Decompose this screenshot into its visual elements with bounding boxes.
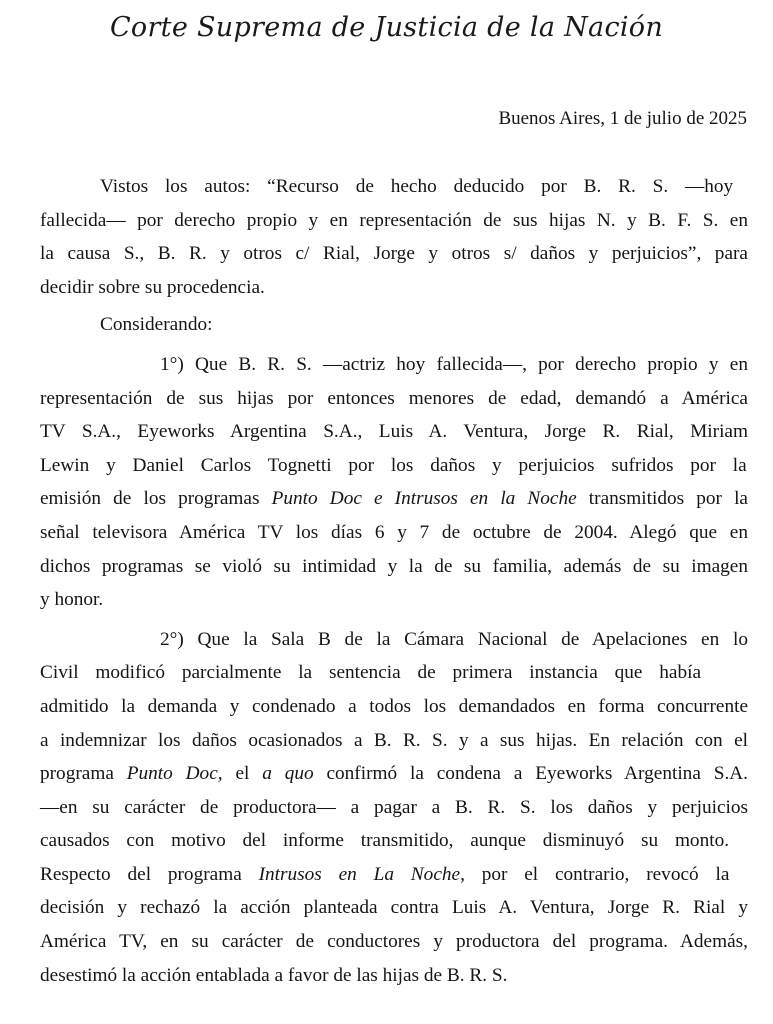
text-line: Lewin y Daniel Carlos Tognetti por los daños y perjuicios sufridos por la	[40, 454, 747, 476]
text-line: y honor.	[40, 589, 104, 611]
text-line: señal televisora América TV los días 6 y 7 de octubre de 2004. Alegó que en	[40, 521, 748, 543]
text-line: 1°) Que B. R. S. —actriz hoy fallecida—, por derecho propio y en	[160, 353, 748, 375]
text-line: a indemnizar los daños ocasionados a B. R. S. y a sus hijas. En relación con el	[40, 729, 748, 751]
text-line: América TV, en su carácter de conductores y productora del programa. Además,	[40, 931, 748, 953]
text-line: admitido la demanda y condenado a todos los demandados en forma concurrente	[40, 695, 748, 717]
letterhead-title: Corte Suprema de Justicia de la Nación	[109, 12, 664, 43]
text-line: representación de sus hijas por entonces menores de edad, demandó a América	[40, 387, 748, 409]
text-line: Vistos los autos: “Recurso de hecho deducido por B. R. S. —hoy	[100, 176, 734, 197]
text-line: Respecto del programa Intrusos en La Noche, por el contrario, revocó la	[40, 863, 730, 885]
text-line: Civil modificó parcialmente la sentencia de primera instancia que había	[40, 662, 702, 684]
text-line: la causa S., B. R. y otros c/ Rial, Jorge y otros s/ daños y perjuicios”, para	[40, 243, 748, 265]
text-line: —en su carácter de productora— a pagar a B. R. S. los daños y perjuicios	[40, 796, 748, 818]
program-title-italic: Intrusos en La Noche,	[258, 863, 465, 885]
text-line: causados con motivo del informe transmitido, aunque disminuyó su monto.	[40, 830, 730, 852]
text-line: fallecida— por derecho propio y en representación de sus hijas N. y B. F. S. en	[40, 209, 748, 231]
text-line: dichos programas se violó su intimidad y la de su familia, además de su imagen	[40, 555, 748, 577]
text-line: emisión de los programas Punto Doc e Intrusos en la Noche transmitidos por la	[40, 488, 748, 510]
date-line: Buenos Aires, 1 de julio de 2025	[498, 108, 747, 129]
paragraph-2	[40, 623, 748, 993]
considerando-heading: Considerando:	[100, 314, 213, 336]
text-line: programa Punto Doc, el a quo confirmó la condena a Eyeworks Argentina S.A.	[40, 763, 749, 785]
program-title-italic: Punto Doc,	[126, 763, 223, 785]
text-line: decisión y rechazó la acción planteada contra Luis A. Ventura, Jorge R. Rial y	[40, 897, 748, 919]
vistos-paragraph	[40, 170, 748, 304]
text-line: decidir sobre su procedencia.	[40, 276, 265, 298]
text-line: 2°) Que la Sala B de la Cámara Nacional de Apelaciones en lo	[160, 628, 748, 650]
program-title-italic: Punto Doc e Intrusos en la Noche	[271, 488, 577, 510]
text-line: TV S.A., Eyeworks Argentina S.A., Luis A. Ventura, Jorge R. Rial, Miriam	[40, 421, 748, 443]
latin-term-italic: a quo	[262, 763, 314, 785]
paragraph-1	[40, 348, 748, 617]
text-line: desestimó la acción entablada a favor de las hijas de B. R. S.	[40, 964, 508, 986]
